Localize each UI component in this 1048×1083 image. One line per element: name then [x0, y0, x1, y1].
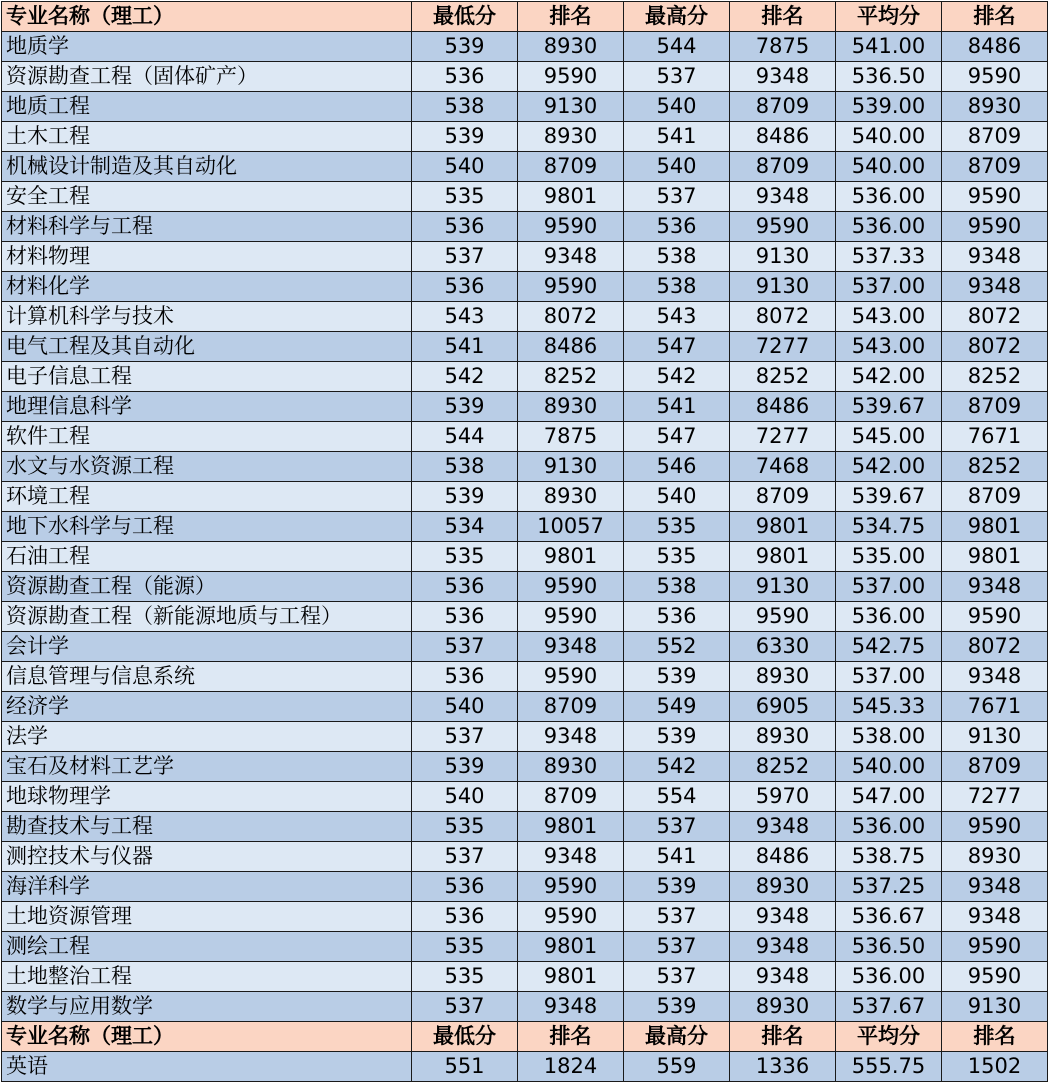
cell-min-score: 539: [412, 482, 518, 512]
cell-max-score: 547: [624, 332, 730, 362]
cell-avg-score: 538.75: [836, 842, 942, 872]
table-row: [2, 272, 1048, 302]
cell-max-score: 541: [624, 392, 730, 422]
cell-min-rank: 9348: [518, 722, 624, 752]
cell-max-rank: 8930: [730, 662, 836, 692]
cell-avg-rank: 9348: [942, 272, 1048, 302]
cell-min-rank: 8709: [518, 782, 624, 812]
cell-avg-rank: 8709: [942, 752, 1048, 782]
cell-avg-score: 540.00: [836, 152, 942, 182]
cell-avg-score: 537.25: [836, 872, 942, 902]
table-row: [2, 512, 1048, 542]
cell-max-score: 549: [624, 692, 730, 722]
cell-min-rank: 8930: [518, 752, 624, 782]
column-header-avg-rank: 排名: [942, 1022, 1048, 1052]
cell-max-rank: 6330: [730, 632, 836, 662]
cell-avg-rank: 9590: [942, 212, 1048, 242]
cell-max-rank: 9348: [730, 962, 836, 992]
cell-max-score: 535: [624, 512, 730, 542]
cell-max-rank: 7468: [730, 452, 836, 482]
cell-max-score: 542: [624, 362, 730, 392]
cell-avg-score: 539.67: [836, 392, 942, 422]
cell-major-name: 土地资源管理: [2, 902, 412, 932]
table-row: [2, 182, 1048, 212]
cell-min-score: 540: [412, 152, 518, 182]
table-row: [2, 152, 1048, 182]
cell-major-name: 地质工程: [2, 92, 412, 122]
cell-major-name: 计算机科学与技术: [2, 302, 412, 332]
cell-min-rank: 9348: [518, 632, 624, 662]
table-row: [2, 62, 1048, 92]
cell-max-score: 536: [624, 212, 730, 242]
cell-major-name: 地球物理学: [2, 782, 412, 812]
table-row: [2, 242, 1048, 272]
table-row: [2, 932, 1048, 962]
cell-max-score: 546: [624, 452, 730, 482]
cell-avg-rank: 9348: [942, 902, 1048, 932]
column-header-avg-score: 平均分: [836, 1022, 942, 1052]
cell-major-name: 地下水科学与工程: [2, 512, 412, 542]
cell-min-score: 536: [412, 272, 518, 302]
cell-avg-rank: 9590: [942, 962, 1048, 992]
cell-avg-rank: 8930: [942, 842, 1048, 872]
cell-min-score: 535: [412, 542, 518, 572]
column-header-min-rank: 排名: [518, 1022, 624, 1052]
cell-major-name: 资源勘查工程（固体矿产）: [2, 62, 412, 92]
cell-min-rank: 9590: [518, 572, 624, 602]
cell-min-score: 537: [412, 632, 518, 662]
cell-min-score: 540: [412, 782, 518, 812]
cell-avg-score: 555.75: [836, 1052, 942, 1082]
table-row: [2, 872, 1048, 902]
column-header-avg-rank: 排名: [942, 2, 1048, 32]
table-row: [2, 542, 1048, 572]
cell-max-rank: 8252: [730, 362, 836, 392]
cell-avg-rank: 9348: [942, 872, 1048, 902]
cell-min-rank: 9590: [518, 62, 624, 92]
cell-avg-score: 539.00: [836, 92, 942, 122]
table-row: [2, 992, 1048, 1022]
cell-max-score: 537: [624, 902, 730, 932]
cell-max-score: 537: [624, 182, 730, 212]
cell-min-score: 539: [412, 32, 518, 62]
column-header-max-score: 最高分: [624, 2, 730, 32]
table-row: [2, 782, 1048, 812]
cell-max-rank: 8709: [730, 92, 836, 122]
cell-major-name: 测控技术与仪器: [2, 842, 412, 872]
cell-min-score: 535: [412, 962, 518, 992]
cell-min-rank: 9348: [518, 242, 624, 272]
cell-avg-score: 537.33: [836, 242, 942, 272]
table-row: [2, 362, 1048, 392]
cell-max-rank: 8486: [730, 842, 836, 872]
cell-avg-rank: 9348: [942, 242, 1048, 272]
cell-max-score: 540: [624, 152, 730, 182]
cell-min-score: 542: [412, 362, 518, 392]
cell-major-name: 会计学: [2, 632, 412, 662]
cell-max-rank: 9348: [730, 182, 836, 212]
cell-major-name: 机械设计制造及其自动化: [2, 152, 412, 182]
column-header-max-rank: 排名: [730, 1022, 836, 1052]
table-row: [2, 302, 1048, 332]
table-row: [2, 962, 1048, 992]
table-row: [2, 572, 1048, 602]
cell-min-rank: 8930: [518, 32, 624, 62]
cell-avg-rank: 8709: [942, 152, 1048, 182]
table-row: [2, 602, 1048, 632]
scores-table: [1, 1, 1048, 1082]
cell-min-score: 536: [412, 62, 518, 92]
cell-max-rank: 9801: [730, 512, 836, 542]
cell-min-rank: 9590: [518, 212, 624, 242]
cell-min-rank: 9590: [518, 662, 624, 692]
cell-max-score: 538: [624, 272, 730, 302]
cell-major-name: 宝石及材料工艺学: [2, 752, 412, 782]
cell-avg-score: 541.00: [836, 32, 942, 62]
cell-min-score: 541: [412, 332, 518, 362]
cell-avg-score: 543.00: [836, 302, 942, 332]
cell-max-rank: 9348: [730, 902, 836, 932]
cell-min-rank: 8930: [518, 392, 624, 422]
cell-avg-rank: 8486: [942, 32, 1048, 62]
cell-min-score: 535: [412, 182, 518, 212]
cell-min-score: 537: [412, 242, 518, 272]
cell-max-rank: 6905: [730, 692, 836, 722]
cell-max-rank: 8072: [730, 302, 836, 332]
table-row: [2, 722, 1048, 752]
cell-min-rank: 9130: [518, 92, 624, 122]
cell-max-rank: 9590: [730, 602, 836, 632]
cell-major-name: 电气工程及其自动化: [2, 332, 412, 362]
cell-max-rank: 8930: [730, 992, 836, 1022]
cell-avg-score: 536.67: [836, 902, 942, 932]
column-header-major-name: 专业名称（理工）: [2, 2, 412, 32]
cell-max-score: 539: [624, 872, 730, 902]
cell-max-rank: 8930: [730, 872, 836, 902]
cell-avg-rank: 9801: [942, 542, 1048, 572]
cell-min-score: 537: [412, 722, 518, 752]
cell-avg-score: 536.00: [836, 212, 942, 242]
table-row: [2, 122, 1048, 152]
cell-min-rank: 9801: [518, 182, 624, 212]
cell-avg-score: 537.67: [836, 992, 942, 1022]
cell-major-name: 水文与水资源工程: [2, 452, 412, 482]
cell-min-score: 536: [412, 902, 518, 932]
cell-major-name: 测绘工程: [2, 932, 412, 962]
cell-min-rank: 9801: [518, 542, 624, 572]
cell-max-score: 540: [624, 92, 730, 122]
cell-major-name: 经济学: [2, 692, 412, 722]
cell-avg-rank: 8709: [942, 482, 1048, 512]
column-header-min-score: 最低分: [412, 2, 518, 32]
table-row: [2, 32, 1048, 62]
cell-min-score: 544: [412, 422, 518, 452]
cell-major-name: 资源勘查工程（能源）: [2, 572, 412, 602]
cell-avg-score: 536.00: [836, 182, 942, 212]
cell-major-name: 海洋科学: [2, 872, 412, 902]
cell-min-rank: 9801: [518, 962, 624, 992]
cell-max-rank: 9590: [730, 212, 836, 242]
cell-major-name: 资源勘查工程（新能源地质与工程）: [2, 602, 412, 632]
cell-max-score: 539: [624, 722, 730, 752]
cell-min-rank: 9590: [518, 602, 624, 632]
column-header-min-score: 最低分: [412, 1022, 518, 1052]
cell-min-rank: 9348: [518, 992, 624, 1022]
cell-max-score: 541: [624, 122, 730, 152]
cell-avg-score: 542.00: [836, 452, 942, 482]
cell-major-name: 地理信息科学: [2, 392, 412, 422]
cell-min-rank: 8930: [518, 122, 624, 152]
cell-min-score: 535: [412, 812, 518, 842]
cell-min-score: 536: [412, 572, 518, 602]
column-header-max-rank: 排名: [730, 2, 836, 32]
cell-avg-score: 538.00: [836, 722, 942, 752]
column-header-min-rank: 排名: [518, 2, 624, 32]
cell-avg-rank: 8930: [942, 92, 1048, 122]
cell-min-rank: 9590: [518, 872, 624, 902]
cell-avg-score: 540.00: [836, 752, 942, 782]
cell-avg-rank: 7277: [942, 782, 1048, 812]
cell-min-rank: 8072: [518, 302, 624, 332]
cell-min-rank: 9590: [518, 902, 624, 932]
table-row: [2, 422, 1048, 452]
cell-avg-score: 539.67: [836, 482, 942, 512]
cell-max-score: 541: [624, 842, 730, 872]
cell-major-name: 电子信息工程: [2, 362, 412, 392]
cell-avg-rank: 8709: [942, 392, 1048, 422]
table-row: [2, 692, 1048, 722]
table-row: [2, 752, 1048, 782]
cell-major-name: 土木工程: [2, 122, 412, 152]
cell-max-rank: 9348: [730, 932, 836, 962]
cell-min-rank: 1824: [518, 1052, 624, 1082]
cell-max-score: 537: [624, 62, 730, 92]
table-row: [2, 902, 1048, 932]
cell-avg-rank: 8072: [942, 302, 1048, 332]
table-row: [2, 662, 1048, 692]
header-row: [2, 2, 1048, 32]
cell-min-score: 536: [412, 212, 518, 242]
cell-max-score: 537: [624, 932, 730, 962]
cell-avg-score: 537.00: [836, 662, 942, 692]
cell-max-score: 536: [624, 602, 730, 632]
cell-avg-score: 536.00: [836, 962, 942, 992]
cell-major-name: 英语: [2, 1052, 412, 1082]
cell-avg-score: 536.00: [836, 812, 942, 842]
cell-max-rank: 7277: [730, 422, 836, 452]
column-header-major-name: 专业名称（理工）: [2, 1022, 412, 1052]
cell-min-rank: 9348: [518, 842, 624, 872]
cell-max-score: 543: [624, 302, 730, 332]
cell-min-score: 540: [412, 692, 518, 722]
cell-major-name: 材料物理: [2, 242, 412, 272]
cell-min-rank: 8930: [518, 482, 624, 512]
cell-max-rank: 9130: [730, 242, 836, 272]
cell-min-rank: 7875: [518, 422, 624, 452]
cell-avg-score: 536.00: [836, 602, 942, 632]
cell-avg-score: 547.00: [836, 782, 942, 812]
cell-max-score: 547: [624, 422, 730, 452]
cell-min-score: 538: [412, 92, 518, 122]
cell-max-score: 538: [624, 572, 730, 602]
cell-avg-score: 542.75: [836, 632, 942, 662]
table-row: [2, 392, 1048, 422]
cell-avg-rank: 9590: [942, 182, 1048, 212]
cell-min-rank: 10057: [518, 512, 624, 542]
cell-avg-rank: 8072: [942, 632, 1048, 662]
cell-min-score: 536: [412, 602, 518, 632]
cell-min-rank: 9801: [518, 812, 624, 842]
cell-max-score: 544: [624, 32, 730, 62]
cell-min-score: 539: [412, 752, 518, 782]
cell-max-rank: 8709: [730, 152, 836, 182]
cell-min-score: 543: [412, 302, 518, 332]
cell-max-rank: 9348: [730, 812, 836, 842]
cell-min-rank: 8252: [518, 362, 624, 392]
table-row: [2, 632, 1048, 662]
cell-max-score: 539: [624, 662, 730, 692]
cell-max-rank: 7875: [730, 32, 836, 62]
cell-min-rank: 8486: [518, 332, 624, 362]
table-row: [2, 332, 1048, 362]
cell-max-rank: 8709: [730, 482, 836, 512]
header-row: [2, 1022, 1048, 1052]
cell-max-rank: 8486: [730, 122, 836, 152]
cell-avg-rank: 7671: [942, 422, 1048, 452]
cell-min-score: 539: [412, 122, 518, 152]
cell-min-score: 536: [412, 662, 518, 692]
cell-max-rank: 8930: [730, 722, 836, 752]
cell-avg-score: 537.00: [836, 272, 942, 302]
cell-min-score: 536: [412, 872, 518, 902]
cell-major-name: 环境工程: [2, 482, 412, 512]
cell-avg-rank: 9348: [942, 662, 1048, 692]
cell-avg-rank: 9130: [942, 992, 1048, 1022]
cell-avg-score: 542.00: [836, 362, 942, 392]
cell-max-rank: 9130: [730, 272, 836, 302]
cell-avg-rank: 9590: [942, 812, 1048, 842]
cell-max-rank: 8252: [730, 752, 836, 782]
table-row: [2, 212, 1048, 242]
cell-max-score: 535: [624, 542, 730, 572]
table-row: [2, 482, 1048, 512]
cell-avg-rank: 8072: [942, 332, 1048, 362]
cell-max-score: 552: [624, 632, 730, 662]
cell-min-score: 551: [412, 1052, 518, 1082]
cell-avg-score: 537.00: [836, 572, 942, 602]
cell-avg-rank: 8252: [942, 452, 1048, 482]
cell-min-score: 534: [412, 512, 518, 542]
table-row: [2, 452, 1048, 482]
table-row: [2, 1052, 1048, 1082]
cell-max-rank: 1336: [730, 1052, 836, 1082]
cell-max-score: 554: [624, 782, 730, 812]
cell-max-score: 539: [624, 992, 730, 1022]
table-row: [2, 92, 1048, 122]
cell-avg-score: 540.00: [836, 122, 942, 152]
cell-min-score: 537: [412, 842, 518, 872]
cell-max-rank: 9801: [730, 542, 836, 572]
cell-avg-rank: 8252: [942, 362, 1048, 392]
cell-major-name: 地质学: [2, 32, 412, 62]
cell-avg-score: 545.33: [836, 692, 942, 722]
cell-max-rank: 7277: [730, 332, 836, 362]
cell-avg-score: 536.50: [836, 62, 942, 92]
cell-avg-rank: 8709: [942, 122, 1048, 152]
cell-min-score: 539: [412, 392, 518, 422]
cell-max-score: 540: [624, 482, 730, 512]
cell-avg-rank: 9348: [942, 572, 1048, 602]
cell-avg-rank: 9590: [942, 932, 1048, 962]
cell-max-rank: 8486: [730, 392, 836, 422]
cell-min-rank: 8709: [518, 692, 624, 722]
cell-avg-score: 535.00: [836, 542, 942, 572]
cell-major-name: 材料科学与工程: [2, 212, 412, 242]
cell-major-name: 数学与应用数学: [2, 992, 412, 1022]
cell-major-name: 石油工程: [2, 542, 412, 572]
table-row: [2, 842, 1048, 872]
cell-major-name: 软件工程: [2, 422, 412, 452]
cell-avg-rank: 9590: [942, 602, 1048, 632]
cell-avg-rank: 9590: [942, 62, 1048, 92]
cell-avg-score: 545.00: [836, 422, 942, 452]
cell-avg-rank: 9130: [942, 722, 1048, 752]
cell-major-name: 安全工程: [2, 182, 412, 212]
cell-avg-score: 543.00: [836, 332, 942, 362]
cell-max-rank: 9348: [730, 62, 836, 92]
cell-max-score: 537: [624, 812, 730, 842]
cell-max-rank: 9130: [730, 572, 836, 602]
cell-max-score: 559: [624, 1052, 730, 1082]
cell-major-name: 法学: [2, 722, 412, 752]
cell-min-rank: 9590: [518, 272, 624, 302]
cell-min-rank: 9130: [518, 452, 624, 482]
cell-min-score: 537: [412, 992, 518, 1022]
table-row: [2, 812, 1048, 842]
cell-max-score: 538: [624, 242, 730, 272]
cell-avg-rank: 7671: [942, 692, 1048, 722]
column-header-avg-score: 平均分: [836, 2, 942, 32]
cell-avg-score: 534.75: [836, 512, 942, 542]
cell-min-rank: 8709: [518, 152, 624, 182]
cell-min-score: 535: [412, 932, 518, 962]
cell-avg-rank: 9801: [942, 512, 1048, 542]
cell-major-name: 土地整治工程: [2, 962, 412, 992]
cell-min-score: 538: [412, 452, 518, 482]
cell-major-name: 勘查技术与工程: [2, 812, 412, 842]
column-header-max-score: 最高分: [624, 1022, 730, 1052]
cell-max-score: 537: [624, 962, 730, 992]
cell-max-rank: 5970: [730, 782, 836, 812]
cell-max-score: 542: [624, 752, 730, 782]
cell-min-rank: 9801: [518, 932, 624, 962]
cell-major-name: 信息管理与信息系统: [2, 662, 412, 692]
cell-major-name: 材料化学: [2, 272, 412, 302]
cell-avg-rank: 1502: [942, 1052, 1048, 1082]
cell-avg-score: 536.50: [836, 932, 942, 962]
